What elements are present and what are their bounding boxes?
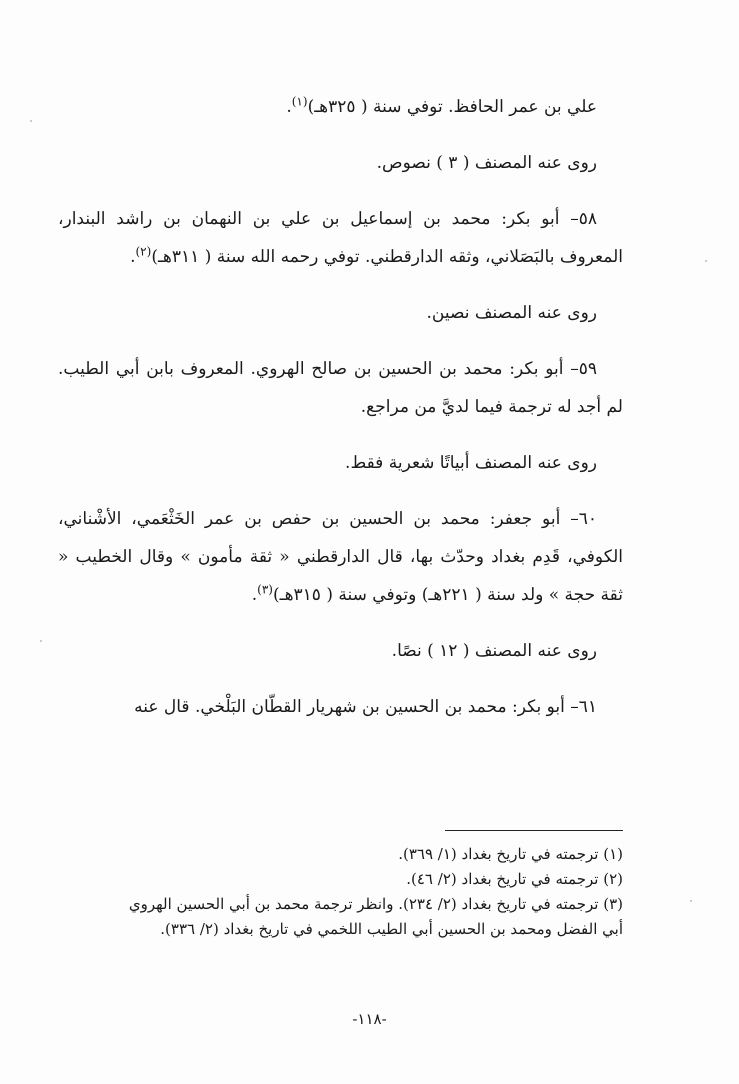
footnotes xyxy=(115,842,623,942)
entry-60-narrations: روى عنه المصنف ( ١٢ ) نصًا. xyxy=(391,641,597,661)
entry-57-narrations: روى عنه المصنف ( ٣ ) نصوص. xyxy=(376,153,597,173)
scan-speck xyxy=(30,120,32,122)
footnote-2: (٢) ترجمته في تاريخ بغداد (٢/ ٤٦). xyxy=(406,870,623,888)
entry-58-narrations: روى عنه المصنف نصين. xyxy=(426,303,597,323)
footnote-marker: (١) xyxy=(603,845,623,863)
scan-speck xyxy=(690,900,692,902)
footnote-divider xyxy=(445,830,623,831)
footnote-marker: (٢) xyxy=(603,870,623,888)
footnote-ref[interactable]: (١) xyxy=(291,94,308,109)
footnote-ref[interactable]: (٢) xyxy=(135,244,152,259)
footnote-marker: (٣) xyxy=(603,895,623,913)
entry-60: ٦٠– أبو جعفر: محمد بن الحسين بن حفص بن عمر الخَثْعَمي، الأشْناني، الكوفي، قَدِم بغداد وحدّث بها، قال الدارقطني « ثقة مأمون » وقال الخطيب « ثقة حجة » ولد سنة ( ٢٢١هـ) وتوفي سنة ( ٣١٥هـ)$^{(٣)}$. xyxy=(58,509,623,605)
entry-59-narrations: روى عنه المصنف أبياتًا شعرية فقط. xyxy=(345,453,597,473)
footnote-3: (٣) ترجمته في تاريخ بغداد (٢/ ٢٣٤). وانظر ترجمة محمد بن أبي الحسين الهروي أبي الفضل ومحمد بن الحسين أبي الطيب اللخمي في تاريخ بغداد (٢/ ٣٣٦). xyxy=(128,895,623,938)
page-number: -١١٨- xyxy=(352,1010,387,1028)
main-text xyxy=(58,88,623,744)
footnote-ref[interactable]: (٣) xyxy=(257,582,273,597)
footnote-1: (١) ترجمته في تاريخ بغداد (١/ ٣٦٩). xyxy=(398,845,623,863)
entry-58: ٥٨– أبو بكر: محمد بن إسماعيل بن علي بن النهمان بن راشد البندار، المعروف بالبَصَلاني، وثقه الدارقطني. توفي رحمه الله سنة ( ٣١١هـ)$^{(٢)}$. xyxy=(58,209,623,267)
entry-61: ٦١– أبو بكر: محمد بن الحسين بن شهريار القطّان البَلْخي. قال عنه xyxy=(134,697,597,717)
scan-speck xyxy=(40,640,42,642)
scan-speck xyxy=(705,260,707,262)
entry-57-continuation: علي بن عمر الحافظ. توفي سنة ( ٣٢٥هـ)$^{(١)}$. xyxy=(286,94,597,117)
entry-59: ٥٩– أبو بكر: محمد بن الحسين بن صالح الهروي. المعروف بابن أبي الطيب. لم أجد له ترجمة فيما لديَّ من مراجع. xyxy=(58,359,623,417)
